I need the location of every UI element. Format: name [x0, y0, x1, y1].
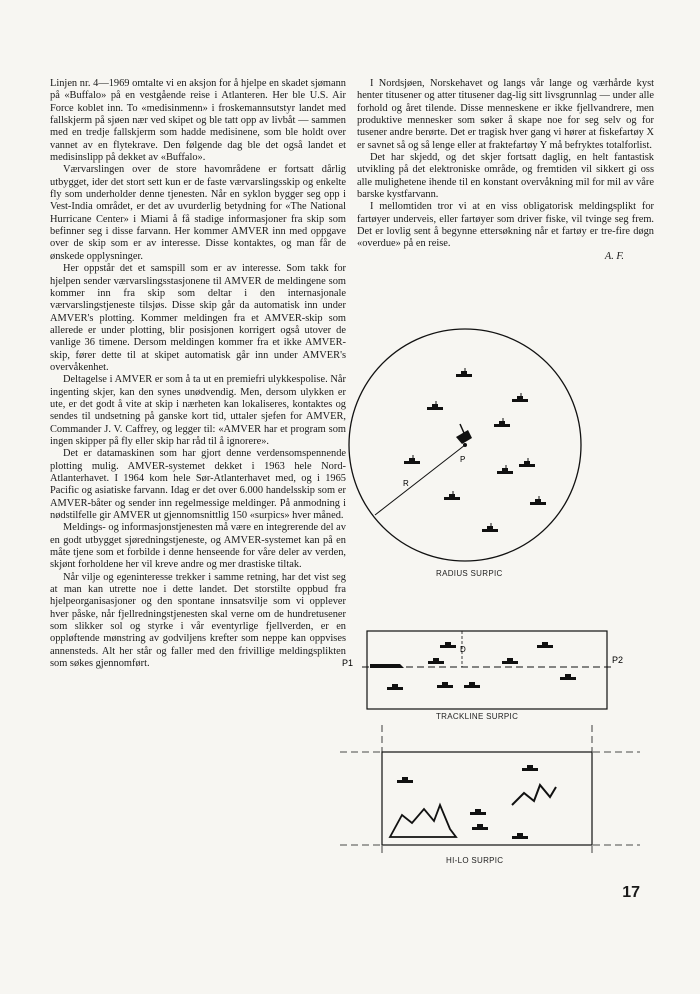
ship-icon [560, 674, 576, 680]
ship-icon [512, 393, 528, 402]
mountain-icon [390, 805, 456, 837]
hilo-surpic-caption: HI-LO SURPIC [446, 856, 504, 865]
left-column [50, 78, 346, 671]
right-column [357, 78, 654, 264]
mountain-icon [512, 785, 556, 805]
radius-line [375, 445, 465, 515]
paragraph: Deltagelse i AMVER er som å ta ut en premiefri ulykkespolise. Når ingenting skjer, kan den synes unødvendig. Men, dersom ulykken er ute, er det godt å vite at skip i nærheten kan lokaliseres, kontaktes og sendes til undsetning på ganske kort tid, uttaler sjefen for AMVER, Commander J. V. Caffrey, og legger til: «AMVER har et program som ingen skipper på fly eller skip har råd til å ignorere». [50, 374, 346, 447]
hilo-box [382, 752, 592, 845]
paragraph: Her oppstår det et samspill som er av interesse. Som takk for hjelpen sender værvarslingsstasjonene til AMVER de meldingene som kommer inn fra skip som deltar i den internasjonale værvarslingstjeneste tilsjøs. Disse skip går da automatisk inn under AMVER's plotting. Kommer meldingen fra et AMVER-skip som allerede er under plotting, blir posisjonen korrigert også utover de vanlige 36 timene. Dersom meldingen kommer fra et ikke AMVER-skip, fører dette til at skipet automatisk går inn under AMVER's overvåkenhet. [50, 263, 346, 373]
paragraph: I mellomtiden tror vi at en viss obligatorisk meldingsplikt for fartøyer underveis, eller fartøyer som driver fiske, vil tvinge seg frem. Det er lovlig sent å begynne ettersøkning når et fartøy er tre-fire døgn «overdue» på en reise. [357, 201, 654, 250]
ship-icon [494, 418, 510, 427]
paragraph: I Nordsjøen, Norskehavet og langs vår lange og værhårde kyst henter titusener og atter titusener dag-lig sitt livsgrunnlag — under alle forhold og året tilende. Disse menneskene er ikke fjellvandrere, men produktive mennesker som søker å skape noe for seg selv og for tusener andre berørte. Det er tragisk hver gang vi hører at fiskefartøy X er savnet så og så lenge eller at fraktefartøy Y må befryktes totalforlist. [357, 78, 654, 151]
ship-icon [512, 833, 528, 839]
ship-icon [456, 368, 472, 377]
ship-icon [444, 491, 460, 500]
radius-label: R [403, 479, 409, 488]
ship-icon [472, 824, 488, 830]
paragraph: Linjen nr. 4—1969 omtalte vi en aksjon for å hjelpe en skadet sjømann på «Buffalo» på en vestgående reise i Atlanteren. Her ble U.S. Air Force koblet inn. To «medisinmenn» i froskemannsutstyr landet med fallskjerm på sjøen nær ved skipet og ble tatt opp av livbåt — sammen med en tredje fallskjerm som hadde medisinene, som ble holdt over vannet av en flytekrave. Den følgende dag ble det også landet et medisinslipp på dekket av «Buffalo». [50, 78, 346, 164]
ship-icon [530, 496, 546, 505]
trackline-surpic-caption: TRACKLINE SURPIC [436, 712, 519, 721]
ship-icon [519, 458, 535, 467]
ship-icon [440, 642, 456, 648]
start-label: P1 [342, 658, 354, 668]
ship-icon [497, 465, 513, 474]
distressed-ship-icon [456, 424, 472, 444]
ship-icon [437, 682, 453, 688]
ship-icon [537, 642, 553, 648]
page-number: 17 [622, 884, 640, 901]
ship-icon [464, 682, 480, 688]
paragraph: Det har skjedd, og det skjer fortsatt daglig, en helt fantastisk utvikling på det elektroniske område, og fremtiden vil sikkert gi oss alle mulighetene ihende til en konstant overvåkning mil for mil av våre barske kystfarvann. [357, 152, 654, 201]
author-signature: A. F. [604, 250, 624, 262]
ship-icon [502, 658, 518, 664]
ship-icon [482, 523, 498, 532]
ship-icon [522, 765, 538, 771]
distance-label: D [460, 645, 466, 654]
ship-icon [428, 658, 444, 664]
paragraph: Det er datamaskinen som har gjort denne verdensomspennende plotting mulig. AMVER-systemet dekket i 1963 hele Nord-Atlanterhavet. I 1964 kom hele Sør-Atlanterhavet med, og i 1965 Pacific og asiatiske farvann. Idag er det over 6.000 handelsskip som er AMVER-båter og sender inn regelmessige meldinger. På anmodning i nødstilfelle gir AMVER ut gjennomsnittlig 150 «surpics» hver måned. [50, 448, 346, 522]
center-label: P [460, 455, 466, 464]
radius-surpic-figure [340, 320, 660, 570]
radius-surpic-caption: RADIUS SURPIC [436, 569, 503, 578]
paragraph: Værvarslingen over de store havområdene er fortsatt dårlig utbygget, ider det stort sett kun er de faste værvarslingsskip og enkelte fly som underholder denne tjenesten. Når en syklon bygger seg opp i Vest-India området, er det av uvurderlig betydning for «The National Hurricane Center» i Miami å få stadige informasjoner fra skip som befinner seg i disse farvann. Her kommer AMVER inn med oppgave over de skip som er av interesse. Disse kontaktes, og man får de ønskede opplysninger. [50, 164, 346, 262]
aircraft-icon [370, 664, 404, 668]
paragraph: Meldings- og informasjonstjenesten må være en integrerende del av en godt utbygget sjøredningstjeneste, og AMVER-systemet kan på en måte tjene som et forbilde i denne henseende for våre deler av verden, skjønt forholdene her vil kreve andre og mer drastiske tiltak. [50, 522, 346, 571]
ship-icon [470, 809, 486, 815]
ship-icon [397, 777, 413, 783]
ship-icon [427, 401, 443, 410]
ship-icon [387, 684, 403, 690]
paragraph: Når vilje og egeninteresse trekker i samme retning, har det vist seg at man kan utrette noe i dette landet. Det storstilte oppbud fra hjelpeorganisasjoner og den spontane innsatsvilje som vi opplever hver påske, når fjellredningstjenesten skal verne om de hundretusener som slikker sol og styrke i vår eventyrlige fjellverden, er en oppløftende mønstring av godviljens krefter som neppe kan oppvises annensteds. Alt her står og faller med den frivillige meldingsplikten som søkes gjennomført. [50, 571, 346, 670]
ship-icon [404, 455, 420, 464]
hilo-surpic-figure [340, 725, 660, 855]
trackline-box [367, 631, 607, 709]
trackline-surpic-figure [340, 628, 660, 713]
end-label: P2 [612, 655, 624, 665]
